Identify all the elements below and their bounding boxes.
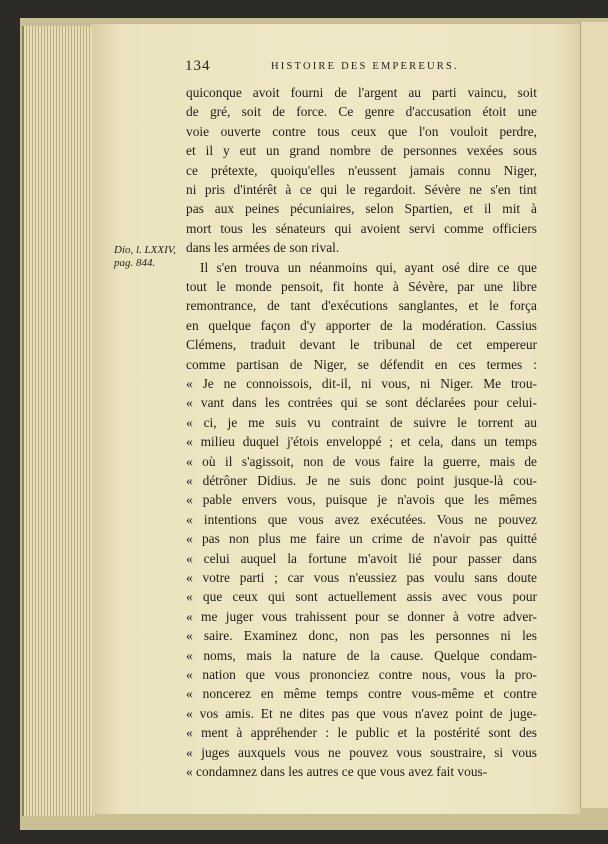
text-line: en quelque façon d'y apporter de la modération. Cassius: [186, 317, 537, 333]
text-line: comme partisan de Niger, se défendit en ces termes :: [186, 356, 537, 372]
text-line: « ment à appréhender : le public et la postérité sont des: [186, 725, 537, 741]
text-line: tout le monde pensoit, fit honte à Sévère, par une libre: [186, 279, 537, 294]
text-line: de gré, soit de force. Ce genre d'accusation étoit une: [186, 104, 537, 120]
text-line: « milieu duquel j'étois enveloppé ; et cela, dans un temps: [186, 434, 537, 450]
text-line: Clémens, traduit devant le tribunal de cet empereur: [186, 337, 537, 353]
text-line: « votre parti ; car vous n'eussiez pas voulu sans doute: [186, 570, 537, 585]
text-line: et il y eut un grand nombre de personnes vexées sous: [186, 143, 537, 159]
text-line: « pable envers vous, puisque je n'avois que les mêmes: [186, 492, 537, 508]
page-header: [0, 58, 608, 78]
text-line: voie ouverte contre tous ceux que l'on vouloit perdre,: [186, 123, 537, 139]
text-line: remontrance, de tant d'exécutions sanglantes, et le força: [186, 298, 537, 314]
text-line: « celui auquel la fortune m'avoit lié pour passer dans: [186, 550, 537, 566]
text-line: « pas non plus me faire un crime de n'avoir pas quitté: [186, 531, 537, 547]
text-line: « juges auxquels vous ne pouvez vous soustraire, si vous: [186, 744, 537, 760]
text-line: mort tous les sénateurs qui avoient servi comme officiers: [186, 220, 537, 236]
margin-note-line: Dio, l. LXXIV,: [114, 244, 176, 256]
running-title: HISTOIRE DES EMPEREURS.: [271, 61, 459, 72]
text-line: « intentions que vous avez exécutées. Vous ne pouvez: [186, 511, 537, 527]
text-line: « noncerez en même temps contre vous-même et contre: [186, 686, 537, 702]
text-line: « détrôner Didius. Je ne suis donc point jusque-là cou-: [186, 473, 537, 488]
text-line: « ci, je me suis vu contraint de suivre le torrent au: [186, 414, 537, 430]
facing-page-edge: [580, 22, 608, 808]
text-line: pas aux peines pécuniaires, selon Spartien, et il mit à: [186, 201, 537, 217]
text-line: « Je ne connoissois, dit-il, ni vous, ni Niger. Me trou-: [186, 376, 537, 391]
text-line: « noms, mais la nature de la cause. Quelque condam-: [186, 647, 537, 663]
text-line: ce prétexte, quoiqu'elles n'eussent jamais connu Niger,: [186, 162, 537, 178]
margin-note: [114, 244, 194, 270]
text-line: « où il s'agissoit, non de vous faire la guerre, mais de: [186, 453, 537, 469]
text-line: « condamnez dans les autres ce que vous avez fait vous-: [186, 764, 488, 779]
text-line: Il s'en trouva un néanmoins qui, ayant osé dire ce que: [200, 259, 537, 275]
text-line: « nation que vous prononciez contre nous, vous la pro-: [186, 667, 537, 682]
text-line: dans les armées de son rival.: [186, 240, 340, 256]
text-line: ni pris d'intérêt à ce qui le regardoit. Sévère ne s'en tint: [186, 182, 537, 197]
text-line: « me juger vous trahissent pour se donner à votre adver-: [186, 608, 537, 624]
margin-note-line: pag. 844.: [114, 257, 156, 269]
text-line: quiconque avoit fourni de l'argent au parti vaincu, soit: [186, 85, 537, 100]
page-edges: [22, 26, 96, 816]
text-line: « que ceux qui sont actuellement assis avec vous pour: [186, 589, 537, 605]
text-line: « vant dans les contrées qui se sont déclarées pour celui-: [186, 395, 537, 411]
page-number: 134: [185, 58, 211, 74]
text-line: « vos amis. Et ne dites pas que vous n'avez point de juge-: [186, 705, 537, 721]
text-line: « saire. Examinez donc, non pas les personnes ni les: [186, 628, 537, 644]
